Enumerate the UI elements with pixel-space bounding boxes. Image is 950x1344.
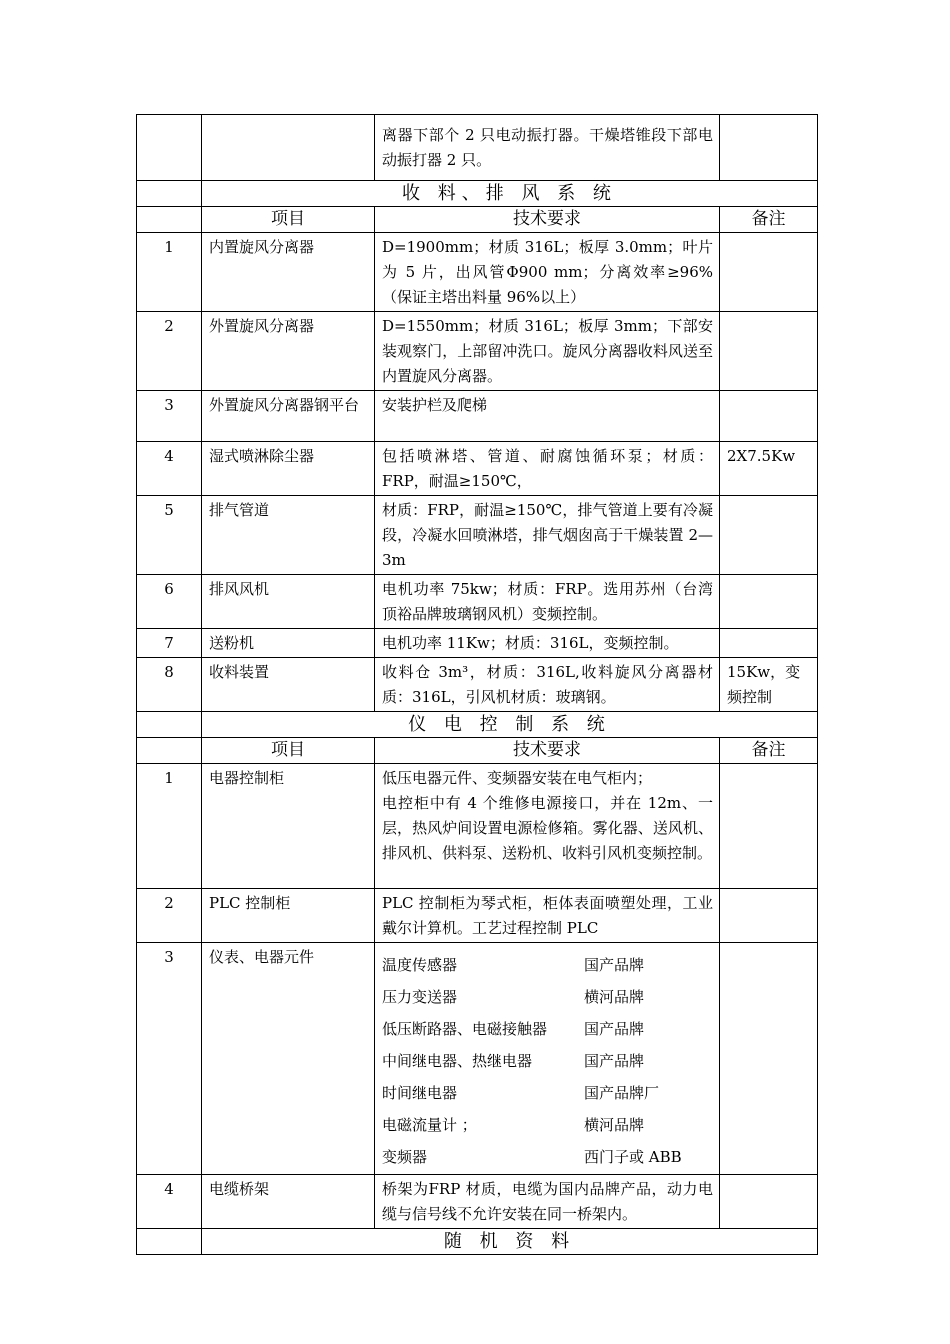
row-name: PLC 控制柜 — [202, 889, 375, 943]
section-title-row — [137, 181, 818, 207]
instrument-item: 变频器 — [382, 1148, 428, 1166]
row-requirement: 材质：FRP，耐温≥150℃，排气管道上要有冷凝段，冷凝水回喷淋塔，排气烟囱高于干燥装置 2—3m — [375, 496, 720, 575]
instrument-brand: 横河品牌 — [584, 988, 645, 1006]
row-requirement: 包括喷淋塔、管道、耐腐蚀循环泵；材质：FRP，耐温≥150℃， — [375, 442, 720, 496]
row-note — [720, 943, 818, 1175]
note-cell — [720, 115, 818, 181]
section-title-row — [137, 712, 818, 738]
table-row — [137, 629, 818, 658]
row-number: 1 — [137, 233, 202, 312]
row-requirement: PLC 控制柜为琴式柜，柜体表面喷塑处理，工业戴尔计算机。工艺过程控制 PLC — [375, 889, 720, 943]
row-number: 3 — [137, 943, 202, 1175]
row-number: 4 — [137, 1175, 202, 1229]
row-note — [720, 1175, 818, 1229]
table-row — [137, 575, 818, 629]
row-number: 2 — [137, 312, 202, 391]
requirement-line: 电控柜中有 4 个维修电源接口，并在 12m、一层，热风炉间设置电源检修箱。雾化器、送风机、排风机、供料泵、送粉机、收料引风机变频控制。 — [382, 794, 713, 862]
row-number: 7 — [137, 629, 202, 658]
header-row — [137, 207, 818, 233]
instrument-brand: 横河品牌 — [584, 1116, 645, 1134]
instrument-item: 时间继电器 — [382, 1084, 458, 1102]
row-name: 电缆桥架 — [202, 1175, 375, 1229]
instrument-item: 电磁流量计 ； — [382, 1116, 477, 1134]
table-row — [137, 391, 818, 442]
instrument-brand: 国产品牌厂 — [584, 1084, 660, 1102]
header-row — [137, 738, 818, 764]
num-cell — [137, 115, 202, 181]
row-note — [720, 575, 818, 629]
name-cell — [202, 115, 375, 181]
row-name: 仪表、电器元件 — [202, 943, 375, 1175]
row-note — [720, 233, 818, 312]
row-number: 8 — [137, 658, 202, 712]
row-requirement: 电机功率 75kw；材质：FRP。选用苏州（台湾顶裕品牌玻璃钢风机）变频控制。 — [375, 575, 720, 629]
row-note — [720, 391, 818, 442]
section-title-row — [137, 1229, 818, 1255]
requirement-cell: 离器下部个 2 只电动振打器。干燥塔锥段下部电动振打器 2 只。 — [375, 115, 720, 181]
header-note: 备注 — [720, 207, 818, 233]
header-note: 备注 — [720, 738, 818, 764]
row-requirement: D=1550mm；材质 316L；板厚 3mm；下部安装观察门，上部留冲洗口。旋风分离器收料风送至内置旋风分离器。 — [375, 312, 720, 391]
spec-table — [136, 114, 818, 1255]
table-row — [137, 233, 818, 312]
row-requirement: 安装护栏及爬梯 — [375, 391, 720, 442]
row-number: 3 — [137, 391, 202, 442]
section-title: 收 料、排 风 系 统 — [202, 181, 818, 207]
table-row — [137, 943, 818, 1175]
table-row — [137, 764, 818, 889]
header-item: 项目 — [202, 207, 375, 233]
row-name: 收料装置 — [202, 658, 375, 712]
row-note — [720, 496, 818, 575]
instrument-item: 低压断路器、电磁接触器 — [382, 1020, 548, 1038]
section-title: 随 机 资 料 — [202, 1229, 818, 1255]
table-row — [137, 1175, 818, 1229]
row-name: 外置旋风分离器 — [202, 312, 375, 391]
row-requirement — [375, 764, 720, 889]
row-requirement: D=1900mm；材质 316L；板厚 3.0mm；叶片为 5 片，出风管Φ900 mm；分离效率≥96%（保证主塔出料量 96%以上） — [375, 233, 720, 312]
instrument-item: 压力变送器 — [382, 988, 458, 1006]
instrument-brand: 国产品牌 — [584, 1052, 645, 1070]
row-number: 1 — [137, 764, 202, 889]
section-title: 仪 电 控 制 系 统 — [202, 712, 818, 738]
row-name: 外置旋风分离器钢平台 — [202, 391, 375, 442]
instrument-brand: 西门子或 ABB — [584, 1148, 682, 1166]
row-number: 2 — [137, 889, 202, 943]
table-row — [137, 658, 818, 712]
row-name: 排气管道 — [202, 496, 375, 575]
row-number: 4 — [137, 442, 202, 496]
requirement-line: 低压电器元件、变频器安装在电气柜内； — [382, 769, 653, 787]
table-row — [137, 889, 818, 943]
table-row — [137, 442, 818, 496]
table-row — [137, 115, 818, 181]
row-requirement: 收料仓 3m³，材质：316L,收料旋风分离器材质：316L，引风机材质：玻璃钢。 — [375, 658, 720, 712]
row-note — [720, 312, 818, 391]
header-requirement: 技术要求 — [375, 738, 720, 764]
table-row — [137, 312, 818, 391]
header-requirement: 技术要求 — [375, 207, 720, 233]
instrument-brand: 国产品牌 — [584, 956, 645, 974]
instrument-list — [375, 943, 720, 1175]
row-number: 5 — [137, 496, 202, 575]
row-note: 15Kw，变频控制 — [720, 658, 818, 712]
row-name: 湿式喷淋除尘器 — [202, 442, 375, 496]
instrument-brand: 国产品牌 — [584, 1020, 645, 1038]
row-name: 内置旋风分离器 — [202, 233, 375, 312]
row-number: 6 — [137, 575, 202, 629]
table-row — [137, 496, 818, 575]
instrument-item: 中间继电器、热继电器 — [382, 1052, 533, 1070]
row-name: 送粉机 — [202, 629, 375, 658]
row-note — [720, 889, 818, 943]
row-name: 电器控制柜 — [202, 764, 375, 889]
row-note: 2X7.5Kw — [720, 442, 818, 496]
row-requirement: 电机功率 11Kw；材质：316L，变频控制。 — [375, 629, 720, 658]
header-item: 项目 — [202, 738, 375, 764]
row-name: 排风风机 — [202, 575, 375, 629]
row-requirement: 桥架为FRP 材质，电缆为国内品牌产品，动力电缆与信号线不允许安装在同一桥架内。 — [375, 1175, 720, 1229]
instrument-item: 温度传感器 — [382, 956, 458, 974]
row-note — [720, 629, 818, 658]
row-note — [720, 764, 818, 889]
